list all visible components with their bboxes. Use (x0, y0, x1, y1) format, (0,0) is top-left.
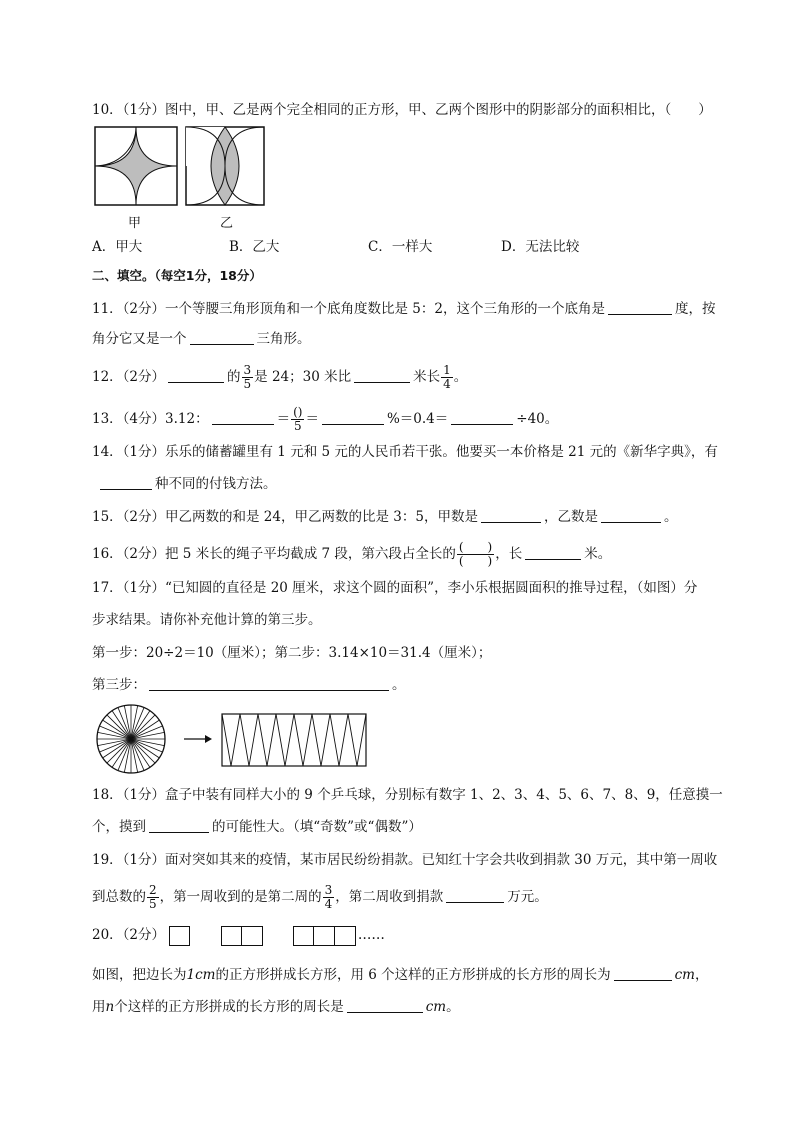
circle-sectors-figure (95, 703, 167, 775)
question-14-line1: 14．（1分）乐乐的储蓄罐里有 1 元和 5 元的人民币若干张。他要买一本价格是 21 元的《新华字典》，有 (92, 444, 718, 460)
question-12: 12．（2分） 的 $\frac{3}{5}$ 是 24；30 米比 米长 $\frac{1}{4}$ 。 (92, 363, 468, 391)
answer-blank[interactable] (608, 300, 672, 315)
answer-blank[interactable] (614, 966, 672, 981)
fraction: $\frac{3}{5}$ (243, 363, 252, 391)
option-a: A．甲大 (92, 239, 143, 255)
question-17-line1: 17．（1分）“已知圆的直径是 20 厘米，求这个圆的面积”，李小乐根据圆面积的推导过程，（如图）分 (92, 580, 698, 596)
answer-blank[interactable] (347, 998, 423, 1013)
three-squares-figure (293, 926, 356, 946)
answer-blank[interactable] (168, 368, 224, 383)
question-19-line1: 19．（1分）面对突如其来的疫情，某市居民纷纷捐款。已知红十字会共收到捐款 30 万元，其中第一周收 (92, 852, 718, 868)
figure-jia (94, 126, 178, 206)
answer-blank[interactable] (322, 410, 384, 425)
question-11-line2: 角分它又是一个 三角形。 (92, 331, 311, 347)
fraction: $\frac{()}{5}$ (293, 405, 303, 433)
figure-yi-label: 乙 (220, 216, 234, 231)
question-19-line2: 到总数的 $\frac{2}{5}$ ，第一周收到的是第二周的 $\frac{3}{4}$ ，第二周收到捐款 万元。 (92, 883, 548, 911)
question-11-line1: 11．（2分）一个等腰三角形顶角和一个底角度数比是 5：2，这个三角形的一个底角是 度，按 (92, 301, 716, 317)
answer-blank[interactable] (149, 818, 209, 833)
figure-jia-label: 甲 (128, 216, 142, 231)
section-heading: 二、填空。（每空1分，18分） (92, 268, 262, 283)
question-10-stem: 10．（1分）图中，甲、乙是两个完全相同的正方形，甲、乙两个图形中的阴影部分的面积相比，（ ） (92, 102, 712, 118)
rearranged-rectangle-figure (219, 712, 369, 768)
question-17-line2: 步求结果。请你补充他计算的第三步。 (92, 612, 322, 628)
question-14-line2: 种不同的付钱方法。 (100, 474, 277, 494)
two-squares-figure (221, 926, 263, 946)
answer-blank[interactable] (354, 368, 410, 383)
question-15: 15．（2分）甲乙两数的和是 24，甲乙两数的比是 3：5，甲数是 ，乙数是 。 (92, 509, 678, 525)
fraction: $\frac{2}{5}$ (149, 883, 157, 911)
arrow-icon (183, 732, 213, 746)
figure-yi (185, 126, 265, 206)
answer-blank[interactable] (190, 330, 254, 345)
answer-blank[interactable] (100, 475, 152, 490)
option-c: C．一样大 (368, 239, 433, 255)
one-square-figure (169, 926, 190, 946)
question-17-line3: 第一步：20÷2＝10（厘米）；第二步：3.14×10＝31.4（厘米）； (92, 645, 492, 661)
answer-blank[interactable] (149, 676, 389, 691)
answer-blank[interactable] (446, 888, 504, 903)
fraction: $\frac{1}{4}$ (443, 363, 451, 391)
answer-blank[interactable] (481, 508, 541, 523)
question-18-line2: 个，摸到 的可能性大。（填“奇数”或“偶数”） (92, 819, 422, 835)
fraction: $\frac{3}{4}$ (324, 883, 333, 911)
answer-blank[interactable] (601, 508, 661, 523)
option-b: B．乙大 (229, 239, 280, 255)
question-16: 16．（2分）把 5 米长的绳子平均截成 7 段，第六段占全长的 $\frac{( )}{( )}$ ，长 米。 (92, 540, 612, 568)
question-20-line1: 20．（2分） …… (92, 925, 385, 946)
answer-blank[interactable] (525, 545, 581, 560)
question-17-line4: 第三步： 。 (92, 677, 406, 693)
question-20-line2: 如图，把边长为1cm的正方形拼成长方形，用 6 个这样的正方形拼成的长方形的周长为 cm， (92, 967, 709, 983)
fraction: $\frac{( )}{( )}$ (458, 540, 493, 568)
option-d: D．无法比较 (501, 239, 580, 255)
question-20-line3: 用n个这样的正方形拼成的长方形的周长是 cm。 (92, 999, 460, 1015)
question-13: 13．（4分）3.12： ＝ $\frac{()}{5}$ ＝ %＝0.4＝ ÷40。 (92, 405, 559, 433)
answer-blank[interactable] (451, 410, 513, 425)
question-18-line1: 18．（1分）盒子中装有同样大小的 9 个乒乓球，分别标有数字 1、2、3、4、5、6、7、8、9，任意摸一 (92, 787, 723, 803)
answer-blank[interactable] (212, 410, 274, 425)
